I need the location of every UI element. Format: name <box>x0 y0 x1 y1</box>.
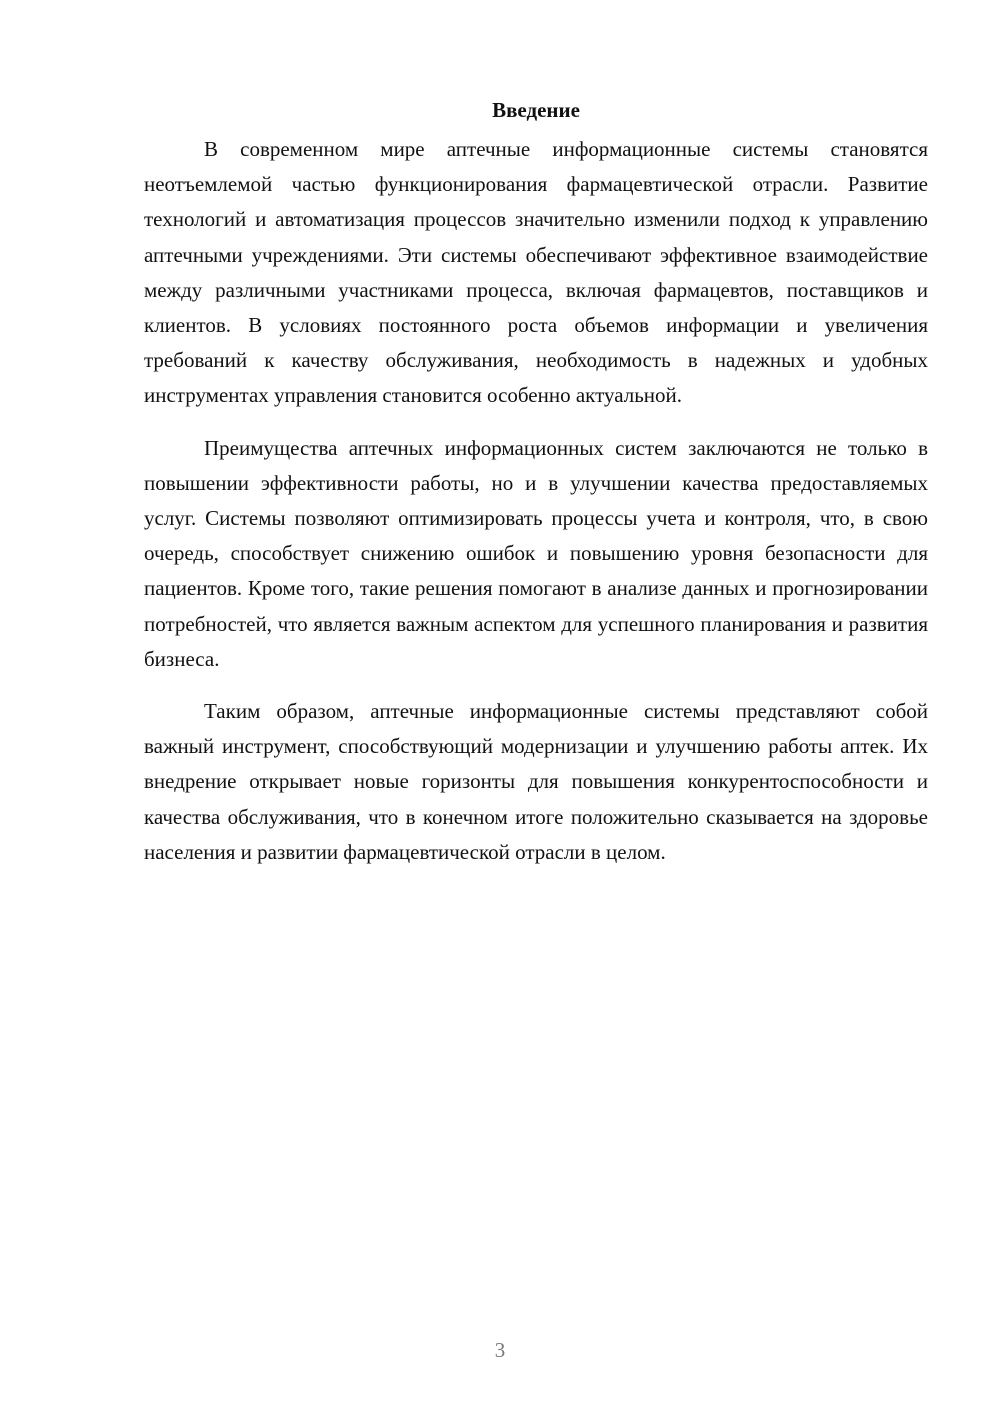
page-title: Введение <box>492 98 580 122</box>
document-content <box>144 96 928 870</box>
page-number: 3 <box>494 1338 506 1362</box>
paragraph-advantages: Преимущества аптечных информационных систем заключаются не только в повышении эффективности работы, но и в улучшении качества предоставляемых услуг. Системы позволяют оптимизировать процессы учета и контроля, что, в свою очередь, способствует снижению ошибок и повышению уровня безопасности для пациентов. Кроме того, такие решения помогают в анализе данных и прогнозировании потребностей, что является важным аспектом для успешного планирования и развития бизнеса. <box>144 435 928 671</box>
paragraph-conclusion: Таким образом, аптечные информационные системы представляют собой важный инструмент, способствующий модернизации и улучшению работы аптек. Их внедрение открывает новые горизонты для повышения конкурентоспособности и качества обслуживания, что в конечном итоге положительно сказывается на здоровье населения и развитии фармацевтической отрасли в целом. <box>144 699 928 864</box>
paragraph-intro: В современном мире аптечные информационные системы становятся неотъемлемой частью функционирования фармацевтической отрасли. Развитие технологий и автоматизация процессов значительно изменили подход к управлению аптечными учреждениями. Эти системы обеспечивают эффективное взаимодействие между различными участниками процесса, включая фармацевтов, поставщиков и клиентов. В условиях постоянного роста объемов информации и увеличения требований к качеству обслуживания, необходимость в надежных и удобных инструментах управления становится особенно актуальной. <box>144 137 928 408</box>
